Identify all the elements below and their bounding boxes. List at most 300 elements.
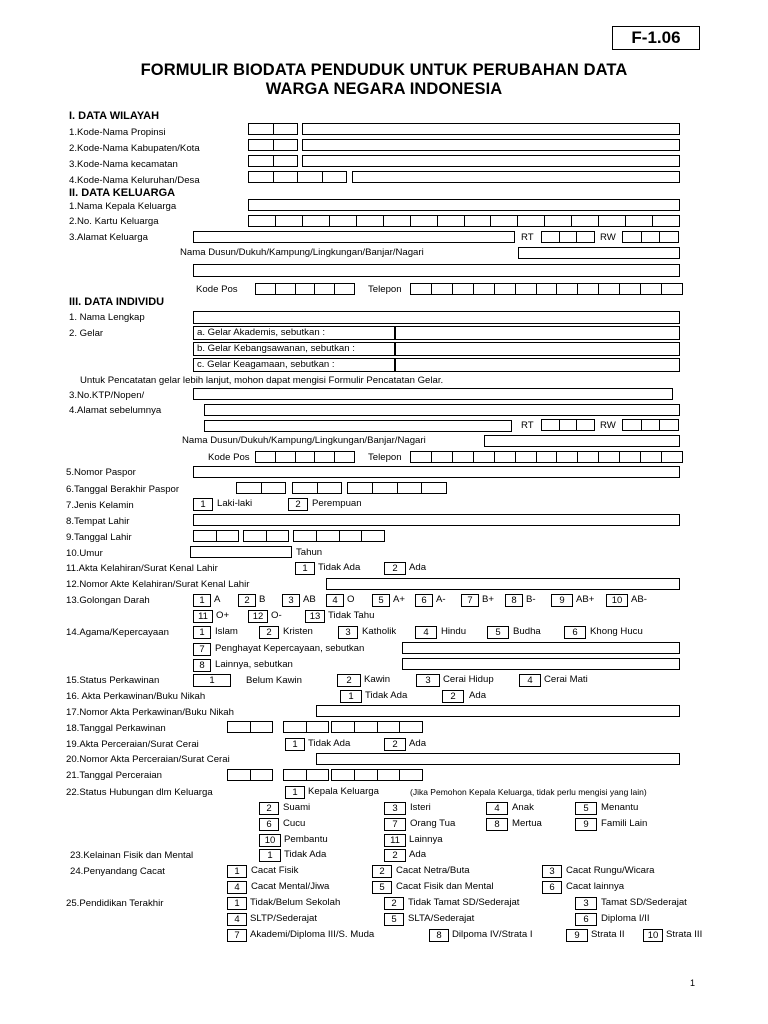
hubungan-3[interactable]: 3	[384, 802, 406, 815]
kode-pos-cells[interactable]	[255, 283, 355, 295]
telepon-label: Telepon	[368, 284, 402, 295]
hubungan-note: (Jika Pemohon Kepala Keluarga, tidak perlu mengisi yang lain)	[410, 787, 647, 797]
agama-8-field[interactable]	[402, 658, 680, 670]
option-label: Belum Kawin	[246, 675, 302, 686]
alamat-sebelumnya-label: 4.Alamat sebelumnya	[69, 405, 162, 416]
cell[interactable]	[383, 216, 410, 226]
cell[interactable]	[641, 420, 660, 430]
cell[interactable]	[490, 216, 517, 226]
option-label: Anak	[512, 802, 534, 813]
hubungan-6[interactable]: 6	[259, 818, 279, 831]
gelar-b-field[interactable]	[395, 342, 680, 356]
cacat-1[interactable]: 1	[227, 865, 247, 878]
cell[interactable]	[464, 216, 491, 226]
gelar-note: Untuk Pencatatan gelar lebih lanjut, mohon dapat mengisi Formulir Pencatatan Gelar.	[80, 375, 444, 386]
cell[interactable]	[515, 284, 536, 294]
option-label: Tidak/Belum Sekolah	[250, 897, 341, 908]
cell[interactable]	[571, 216, 598, 226]
blood-type-label: AB+	[576, 594, 595, 605]
cell[interactable]	[228, 770, 250, 780]
cell[interactable]	[397, 483, 422, 493]
cell[interactable]	[244, 531, 266, 541]
option-label: Pembantu	[284, 834, 328, 845]
blood-type-11[interactable]: 11	[193, 610, 213, 623]
cell[interactable]	[598, 284, 619, 294]
gelar-c-label: c. Gelar Keagamaan, sebutkan :	[197, 359, 335, 370]
cell[interactable]	[641, 232, 660, 242]
option-label: Ada	[469, 690, 487, 701]
option-label: Tidak Ada	[308, 738, 351, 749]
cerai-year[interactable]	[331, 769, 423, 781]
cell[interactable]	[652, 216, 679, 226]
tempat-lahir-field[interactable]	[193, 514, 680, 526]
hubungan-11[interactable]: 11	[384, 834, 406, 847]
option-label: Tidak Ada	[318, 562, 361, 573]
rt-label-2: RT	[521, 420, 534, 431]
cell[interactable]	[661, 284, 682, 294]
cell[interactable]	[266, 531, 289, 541]
cell[interactable]	[377, 770, 400, 780]
umur-label: 10.Umur	[66, 548, 103, 559]
akta-kawin-ada[interactable]: 2	[442, 690, 464, 703]
alamat-sebelumnya-field-2[interactable]	[204, 420, 512, 432]
wilayah-name[interactable]	[302, 139, 680, 151]
cell[interactable]	[544, 216, 571, 226]
pendidikan-3[interactable]: 3	[575, 897, 597, 910]
no-akta-cerai-label: 20.Nomor Akta Perceraian/Surat Cerai	[66, 754, 230, 765]
tgl-paspor-label: 6.Tanggal Berakhir Paspor	[66, 484, 180, 495]
cell[interactable]	[317, 483, 342, 493]
cell[interactable]	[640, 452, 661, 462]
dusun-field[interactable]	[518, 247, 680, 259]
cell[interactable]	[194, 531, 216, 541]
option-label: Kepala Keluarga	[308, 786, 379, 797]
agama-5[interactable]: 5	[487, 626, 509, 639]
gelar-a-label: a. Gelar Akademis, sebutkan :	[197, 327, 325, 338]
hubungan-8[interactable]: 8	[486, 818, 508, 831]
status-kawin-1[interactable]: 1	[193, 674, 231, 687]
cell[interactable]	[249, 124, 273, 134]
cacat-3[interactable]: 3	[542, 865, 562, 878]
cell[interactable]	[298, 172, 322, 182]
cell[interactable]	[334, 284, 354, 294]
kawin-year[interactable]	[331, 721, 423, 733]
status-kawin-label: 15.Status Perkawinan	[66, 675, 160, 686]
cell[interactable]	[536, 284, 557, 294]
akta-cerai-ada[interactable]: 2	[384, 738, 406, 751]
cacat-4[interactable]: 4	[227, 881, 247, 894]
option-label: Khong Hucu	[590, 626, 643, 637]
cacat-2[interactable]: 2	[372, 865, 392, 878]
agama-7[interactable]: 7	[193, 643, 211, 656]
blood-type-label: Tidak Tahu	[328, 610, 375, 621]
cell[interactable]	[494, 284, 515, 294]
cell[interactable]	[517, 216, 544, 226]
option-label: Tamat SD/Sederajat	[601, 897, 687, 908]
option-label: Katholik	[362, 626, 397, 637]
agama-8[interactable]: 8	[193, 659, 211, 672]
akta-cerai-tidak[interactable]: 1	[285, 738, 305, 751]
cell[interactable]	[261, 483, 286, 493]
cell[interactable]	[275, 452, 295, 462]
cacat-5[interactable]: 5	[372, 881, 392, 894]
hubungan-4[interactable]: 4	[486, 802, 508, 815]
option-label: Kristen	[283, 626, 313, 637]
nama-kepala-field[interactable]	[248, 199, 680, 211]
option-label: Ada	[409, 738, 427, 749]
telepon-label-2: Telepon	[368, 452, 402, 463]
wilayah-label: 4.Kode-Nama Keluruhan/Desa	[69, 175, 200, 186]
cell[interactable]	[256, 284, 275, 294]
cell[interactable]	[452, 452, 473, 462]
no-ktp-field[interactable]	[193, 388, 673, 400]
blood-type-6[interactable]: 6	[415, 594, 433, 607]
wilayah-code[interactable]	[248, 123, 298, 135]
blood-type-13[interactable]: 13	[305, 610, 325, 623]
cell[interactable]	[237, 483, 261, 493]
rw-label-2: RW	[600, 420, 616, 431]
cell[interactable]	[431, 452, 452, 462]
kawin-month[interactable]	[283, 721, 329, 733]
option-label: Dilpoma IV/Strata I	[452, 929, 533, 940]
cell[interactable]	[542, 232, 559, 242]
cell[interactable]	[314, 452, 334, 462]
kode-pos-label-2: Kode Pos	[208, 452, 250, 463]
option-label: Cerai Mati	[544, 674, 588, 685]
kelainan-ada[interactable]: 2	[384, 849, 406, 862]
cell[interactable]	[399, 722, 422, 732]
telepon-cells-2[interactable]	[410, 451, 683, 463]
cell[interactable]	[294, 531, 316, 541]
pendidikan-10[interactable]: 10	[643, 929, 663, 942]
tanggal-lahir-label: 9.Tanggal Lahir	[66, 532, 132, 543]
alamat-sebelumnya-field[interactable]	[204, 404, 680, 416]
cell[interactable]	[249, 140, 273, 150]
status-kawin-2[interactable]: 2	[337, 674, 361, 687]
form-title-line-2: WARGA NEGARA INDONESIA	[265, 80, 503, 98]
hubungan-9[interactable]: 9	[575, 818, 597, 831]
agama-2[interactable]: 2	[259, 626, 279, 639]
cell[interactable]	[332, 770, 354, 780]
tgl-cerai-label: 21.Tanggal Perceraian	[66, 770, 163, 781]
paspor-month[interactable]	[292, 482, 342, 494]
cell[interactable]	[640, 284, 661, 294]
cerai-month[interactable]	[283, 769, 329, 781]
blood-type-7[interactable]: 7	[461, 594, 479, 607]
paspor-day[interactable]	[236, 482, 286, 494]
agama-3[interactable]: 3	[338, 626, 358, 639]
cell[interactable]	[329, 216, 356, 226]
no-akta-lahir-field[interactable]	[326, 578, 680, 590]
cerai-day[interactable]	[227, 769, 273, 781]
rt-cells[interactable]	[541, 231, 595, 243]
cell[interactable]	[659, 232, 678, 242]
cell[interactable]	[623, 420, 641, 430]
cell[interactable]	[273, 172, 298, 182]
wilayah-name[interactable]	[302, 123, 680, 135]
kawin-day[interactable]	[227, 721, 273, 733]
cell[interactable]	[306, 722, 329, 732]
cell[interactable]	[559, 420, 577, 430]
hubungan-7[interactable]: 7	[384, 818, 406, 831]
agama-label: 14.Agama/Kepercayaan	[66, 627, 169, 638]
wilayah-code[interactable]	[248, 155, 298, 167]
no-kk-cells[interactable]	[248, 215, 680, 227]
option-label: Cerai Hidup	[443, 674, 494, 685]
option-label: Ada	[409, 562, 427, 573]
no-paspor-field[interactable]	[193, 466, 680, 478]
cell[interactable]	[399, 770, 422, 780]
blood-type-4[interactable]: 4	[326, 594, 344, 607]
cell[interactable]	[421, 483, 446, 493]
lahir-day[interactable]	[193, 530, 239, 542]
no-akta-cerai-field[interactable]	[316, 753, 680, 765]
cell[interactable]	[515, 452, 536, 462]
blood-type-2[interactable]: 2	[238, 594, 256, 607]
section-heading-keluarga: II. DATA KELUARGA	[69, 187, 176, 199]
lahir-year[interactable]	[293, 530, 385, 542]
blood-type-label: O	[347, 594, 355, 605]
blood-type-label: O+	[216, 610, 230, 621]
cell[interactable]	[295, 284, 315, 294]
tgl-kawin-label: 18.Tanggal Perkawinan	[66, 723, 166, 734]
akta-lahir-label: 11.Akta Kelahiran/Surat Kenal Lahir	[66, 563, 218, 574]
cell[interactable]	[623, 232, 641, 242]
blood-type-9[interactable]: 9	[551, 594, 573, 607]
blood-type-label: AB-	[631, 594, 647, 605]
kelurahan-code-extra[interactable]	[297, 171, 347, 183]
option-label: Hindu	[441, 626, 467, 637]
cell[interactable]	[256, 452, 275, 462]
akta-lahir-tidak[interactable]: 1	[295, 562, 315, 575]
pendidikan-label: 25.Pendidikan Terakhir	[66, 898, 164, 909]
pendidikan-9[interactable]: 9	[566, 929, 588, 942]
cell[interactable]	[473, 284, 494, 294]
cell[interactable]	[332, 722, 354, 732]
rw-cells-2[interactable]	[622, 419, 679, 431]
cell[interactable]	[334, 452, 354, 462]
hubungan-5[interactable]: 5	[575, 802, 597, 815]
blood-type-8[interactable]: 8	[505, 594, 523, 607]
status-kawin-3[interactable]: 3	[416, 674, 440, 687]
cell[interactable]	[431, 284, 452, 294]
option-label: Suami	[283, 802, 311, 813]
dusun-field-2[interactable]	[484, 435, 680, 447]
page-number: 1	[690, 978, 696, 988]
blood-type-label: B+	[482, 594, 495, 605]
option-label: Mertua	[512, 818, 542, 829]
blood-type-label: B	[259, 594, 266, 605]
cell[interactable]	[377, 722, 400, 732]
cell[interactable]	[437, 216, 464, 226]
rt-cells-2[interactable]	[541, 419, 595, 431]
option-label: Cacat Netra/Buta	[396, 865, 470, 876]
cell[interactable]	[316, 531, 339, 541]
hubungan-1[interactable]: 1	[285, 786, 305, 799]
cell[interactable]	[339, 531, 362, 541]
hubungan-10[interactable]: 10	[259, 834, 281, 847]
jk-option-1[interactable]: 1	[193, 498, 213, 511]
dusun-label: Nama Dusun/Dukuh/Kampung/Lingkungan/Banjar/Nagari	[180, 247, 424, 258]
cell[interactable]	[302, 216, 329, 226]
cell[interactable]	[536, 452, 557, 462]
lahir-month[interactable]	[243, 530, 289, 542]
cacat-6[interactable]: 6	[542, 881, 562, 894]
blood-type-12[interactable]: 12	[248, 610, 268, 623]
cell[interactable]	[577, 452, 598, 462]
hubungan-2[interactable]: 2	[259, 802, 279, 815]
option-label: Cacat lainnya	[566, 881, 625, 892]
status-kawin-4[interactable]: 4	[519, 674, 541, 687]
cell[interactable]	[411, 284, 431, 294]
option-label: Cacat Fisik	[251, 865, 299, 876]
alamat-keluarga-label: 3.Alamat Keluarga	[69, 232, 148, 243]
cell[interactable]	[284, 722, 306, 732]
kode-pos-label: Kode Pos	[196, 284, 238, 295]
cell[interactable]	[250, 770, 273, 780]
blood-type-5[interactable]: 5	[372, 594, 390, 607]
cell[interactable]	[275, 284, 295, 294]
option-label: Tidak Ada	[365, 690, 408, 701]
option-label: Famili Lain	[601, 818, 648, 829]
cell[interactable]	[249, 172, 273, 182]
cell[interactable]	[249, 156, 273, 166]
cell[interactable]	[598, 216, 625, 226]
cell[interactable]	[619, 284, 640, 294]
blood-type-3[interactable]: 3	[282, 594, 300, 607]
cell[interactable]	[576, 232, 594, 242]
agama-4[interactable]: 4	[415, 626, 437, 639]
kode-pos-cells-2[interactable]	[255, 451, 355, 463]
kelainan-tidak[interactable]: 1	[259, 849, 281, 862]
cell[interactable]	[314, 284, 334, 294]
cell[interactable]	[216, 531, 239, 541]
cell[interactable]	[542, 420, 559, 430]
wilayah-code[interactable]	[248, 171, 298, 183]
cell[interactable]	[577, 284, 598, 294]
cell[interactable]	[275, 216, 302, 226]
cell[interactable]	[361, 531, 384, 541]
option-label: Cucu	[283, 818, 306, 829]
cacat-label: 24.Penyandang Cacat	[70, 866, 165, 877]
cell[interactable]	[273, 124, 298, 134]
cell[interactable]	[625, 216, 652, 226]
cell[interactable]	[348, 483, 372, 493]
pendidikan-4[interactable]: 4	[227, 913, 247, 926]
kelainan-label: 23.Kelainan Fisik dan Mental	[70, 850, 194, 861]
option-label: Cacat Fisik dan Mental	[396, 881, 494, 892]
nama-kepala-label: 1.Nama Kepala Keluarga	[69, 201, 177, 212]
wilayah-label: 3.Kode-Nama kecamatan	[69, 159, 178, 170]
pendidikan-5[interactable]: 5	[384, 913, 404, 926]
jk-option-2[interactable]: 2	[288, 498, 308, 511]
pendidikan-1[interactable]: 1	[227, 897, 247, 910]
agama-1[interactable]: 1	[193, 626, 211, 639]
cell[interactable]	[556, 452, 577, 462]
cell[interactable]	[576, 420, 594, 430]
blood-type-label: O-	[271, 610, 282, 621]
option-label: Diploma I/II	[601, 913, 650, 924]
alamat-extra-field[interactable]	[193, 264, 680, 277]
cell[interactable]	[354, 770, 377, 780]
option-label: Lainnya	[409, 834, 443, 845]
cell[interactable]	[293, 483, 317, 493]
option-label: Orang Tua	[410, 818, 456, 829]
kelurahan-name[interactable]	[352, 171, 680, 183]
cell[interactable]	[249, 216, 275, 226]
cell[interactable]	[619, 452, 640, 462]
telepon-cells[interactable]	[410, 283, 683, 295]
cell[interactable]	[356, 216, 383, 226]
cell[interactable]	[559, 232, 577, 242]
blood-type-10[interactable]: 10	[606, 594, 628, 607]
wilayah-label: 1.Kode-Nama Propinsi	[69, 127, 166, 138]
gelar-a-field[interactable]	[395, 326, 680, 340]
cell[interactable]	[410, 216, 437, 226]
cell[interactable]	[473, 452, 494, 462]
cell[interactable]	[273, 140, 298, 150]
wilayah-name[interactable]	[302, 155, 680, 167]
gelar-b-label: b. Gelar Kebangsawanan, sebutkan :	[197, 343, 355, 354]
agama-6[interactable]: 6	[564, 626, 586, 639]
cell[interactable]	[273, 156, 298, 166]
nama-lengkap-field[interactable]	[193, 311, 680, 324]
rw-cells[interactable]	[622, 231, 679, 243]
gelar-label: 2. Gelar	[69, 328, 104, 339]
akta-cerai-label: 19.Akta Perceraian/Surat Cerai	[66, 739, 199, 750]
akta-kawin-tidak[interactable]: 1	[340, 690, 362, 703]
wilayah-code[interactable]	[248, 139, 298, 151]
pendidikan-6[interactable]: 6	[575, 913, 597, 926]
cell[interactable]	[372, 483, 397, 493]
cell[interactable]	[284, 770, 306, 780]
paspor-year[interactable]	[347, 482, 447, 494]
blood-type-label: A+	[393, 594, 406, 605]
alamat-keluarga-field[interactable]	[193, 231, 515, 243]
cell[interactable]	[228, 722, 250, 732]
option-label: Budha	[513, 626, 541, 637]
akta-kawin-label: 16. Akta Perkawinan/Buku Nikah	[66, 691, 206, 702]
option-label: Laki-laki	[217, 498, 253, 509]
cell[interactable]	[556, 284, 577, 294]
option-label: Perempuan	[312, 498, 362, 509]
cell[interactable]	[598, 452, 619, 462]
cell[interactable]	[452, 284, 473, 294]
cell[interactable]	[295, 452, 315, 462]
gelar-c-field[interactable]	[395, 358, 680, 372]
akta-lahir-ada[interactable]: 2	[384, 562, 406, 575]
rw-label: RW	[600, 232, 616, 243]
no-akta-kawin-field[interactable]	[316, 705, 680, 717]
pendidikan-7[interactable]: 7	[227, 929, 247, 942]
umur-field[interactable]	[190, 546, 292, 558]
cell[interactable]	[322, 172, 347, 182]
pendidikan-8[interactable]: 8	[429, 929, 449, 942]
cell[interactable]	[354, 722, 377, 732]
cell[interactable]	[306, 770, 329, 780]
cell[interactable]	[411, 452, 431, 462]
option-label: Lainnya, sebutkan	[215, 659, 293, 670]
cell[interactable]	[661, 452, 682, 462]
cell[interactable]	[250, 722, 273, 732]
jenis-kelamin-label: 7.Jenis Kelamin	[66, 500, 134, 511]
cell[interactable]	[494, 452, 515, 462]
tahun-label: Tahun	[296, 547, 323, 558]
blood-type-1[interactable]: 1	[193, 594, 211, 607]
cell[interactable]	[659, 420, 678, 430]
pendidikan-2[interactable]: 2	[384, 897, 404, 910]
agama-7-field[interactable]	[402, 642, 680, 654]
